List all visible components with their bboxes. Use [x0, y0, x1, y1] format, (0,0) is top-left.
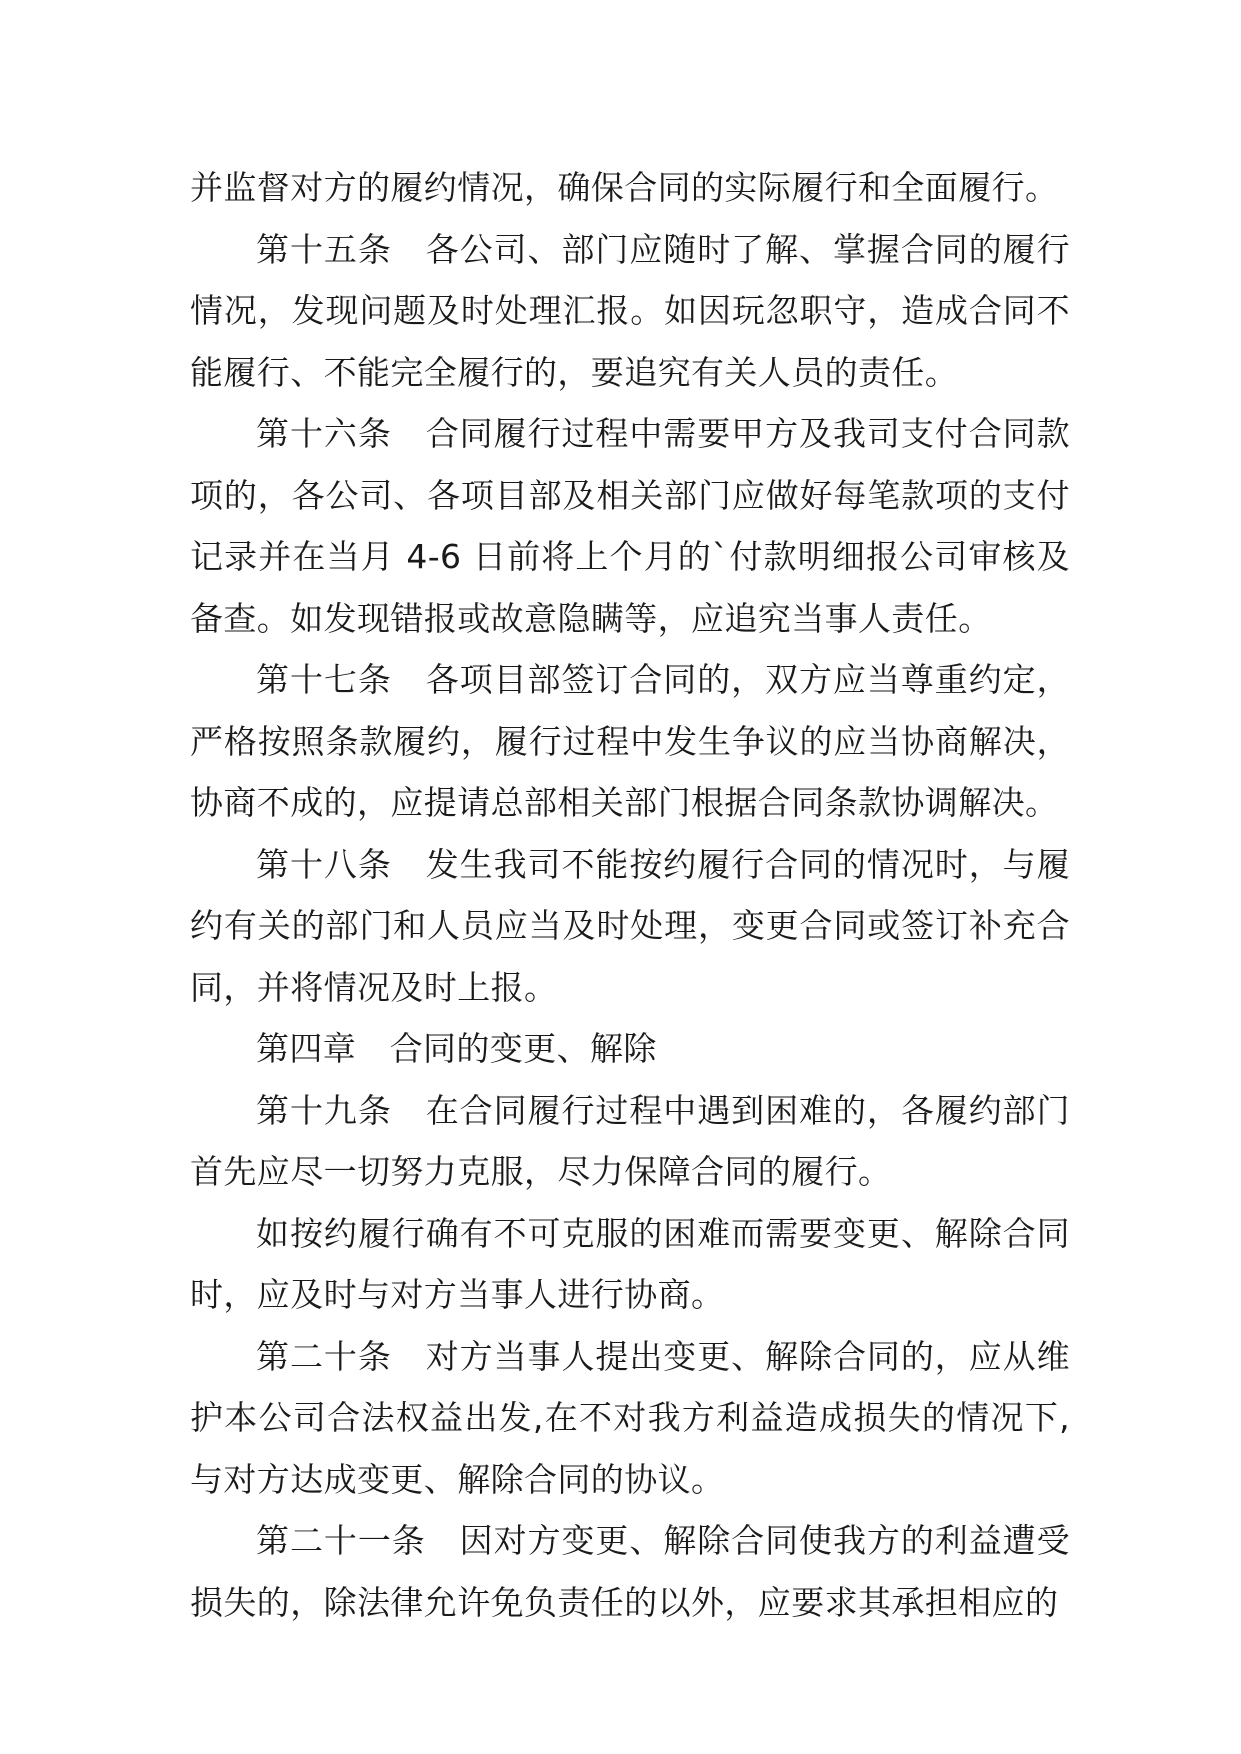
- document-body: [190, 157, 1070, 1633]
- article-18: 第十八条 发生我司不能按约履行合同的情况时，与履约有关的部门和人员应当及时处理，变更合同或签订补充合同，并将情况及时上报。: [190, 844, 1070, 1007]
- article-15: 第十五条 各公司、部门应随时了解、掌握合同的履行情况，发现问题及时处理汇报。如因玩忽职守，造成合同不能履行、不能完全履行的，要追究有关人员的责任。: [190, 229, 1070, 392]
- article-20: 第二十条 对方当事人提出变更、解除合同的，应从维护本公司合法权益出发,在不对我方利益造成损失的情况下,与对方达成变更、解除合同的协议。: [190, 1336, 1070, 1499]
- article-19: 第十九条 在合同履行过程中遇到困难的，各履约部门首先应尽一切努力克服，尽力保障合同的履行。: [190, 1090, 1070, 1191]
- article-16: 第十六条 合同履行过程中需要甲方及我司支付合同款项的，各公司、各项目部及相关部门应做好每笔款项的支付记录并在当月 4-6 日前将上个月的`付款明细报公司审核及备查。如发现错报或故意隐瞒等，应追究当事人责任。: [190, 414, 1070, 638]
- article-17: 第十七条 各项目部签订合同的，双方应当尊重约定，严格按照条款履约，履行过程中发生争议的应当协商解决，协商不成的，应提请总部相关部门根据合同条款协调解决。: [190, 660, 1070, 822]
- article-19-clause: 如按约履行确有不可克服的困难而需要变更、解除合同时，应及时与对方当事人进行协商。: [190, 1213, 1070, 1314]
- article-21: 第二十一条 因对方变更、解除合同使我方的利益遭受损失的，除法律允许免负责任的以外，应要求其承担相应的: [190, 1521, 1070, 1622]
- chapter-4-heading: 第四章 合同的变更、解除: [256, 1029, 657, 1068]
- paragraph-continuation: 并监督对方的履约情况，确保合同的实际履行和全面履行。: [190, 168, 1059, 207]
